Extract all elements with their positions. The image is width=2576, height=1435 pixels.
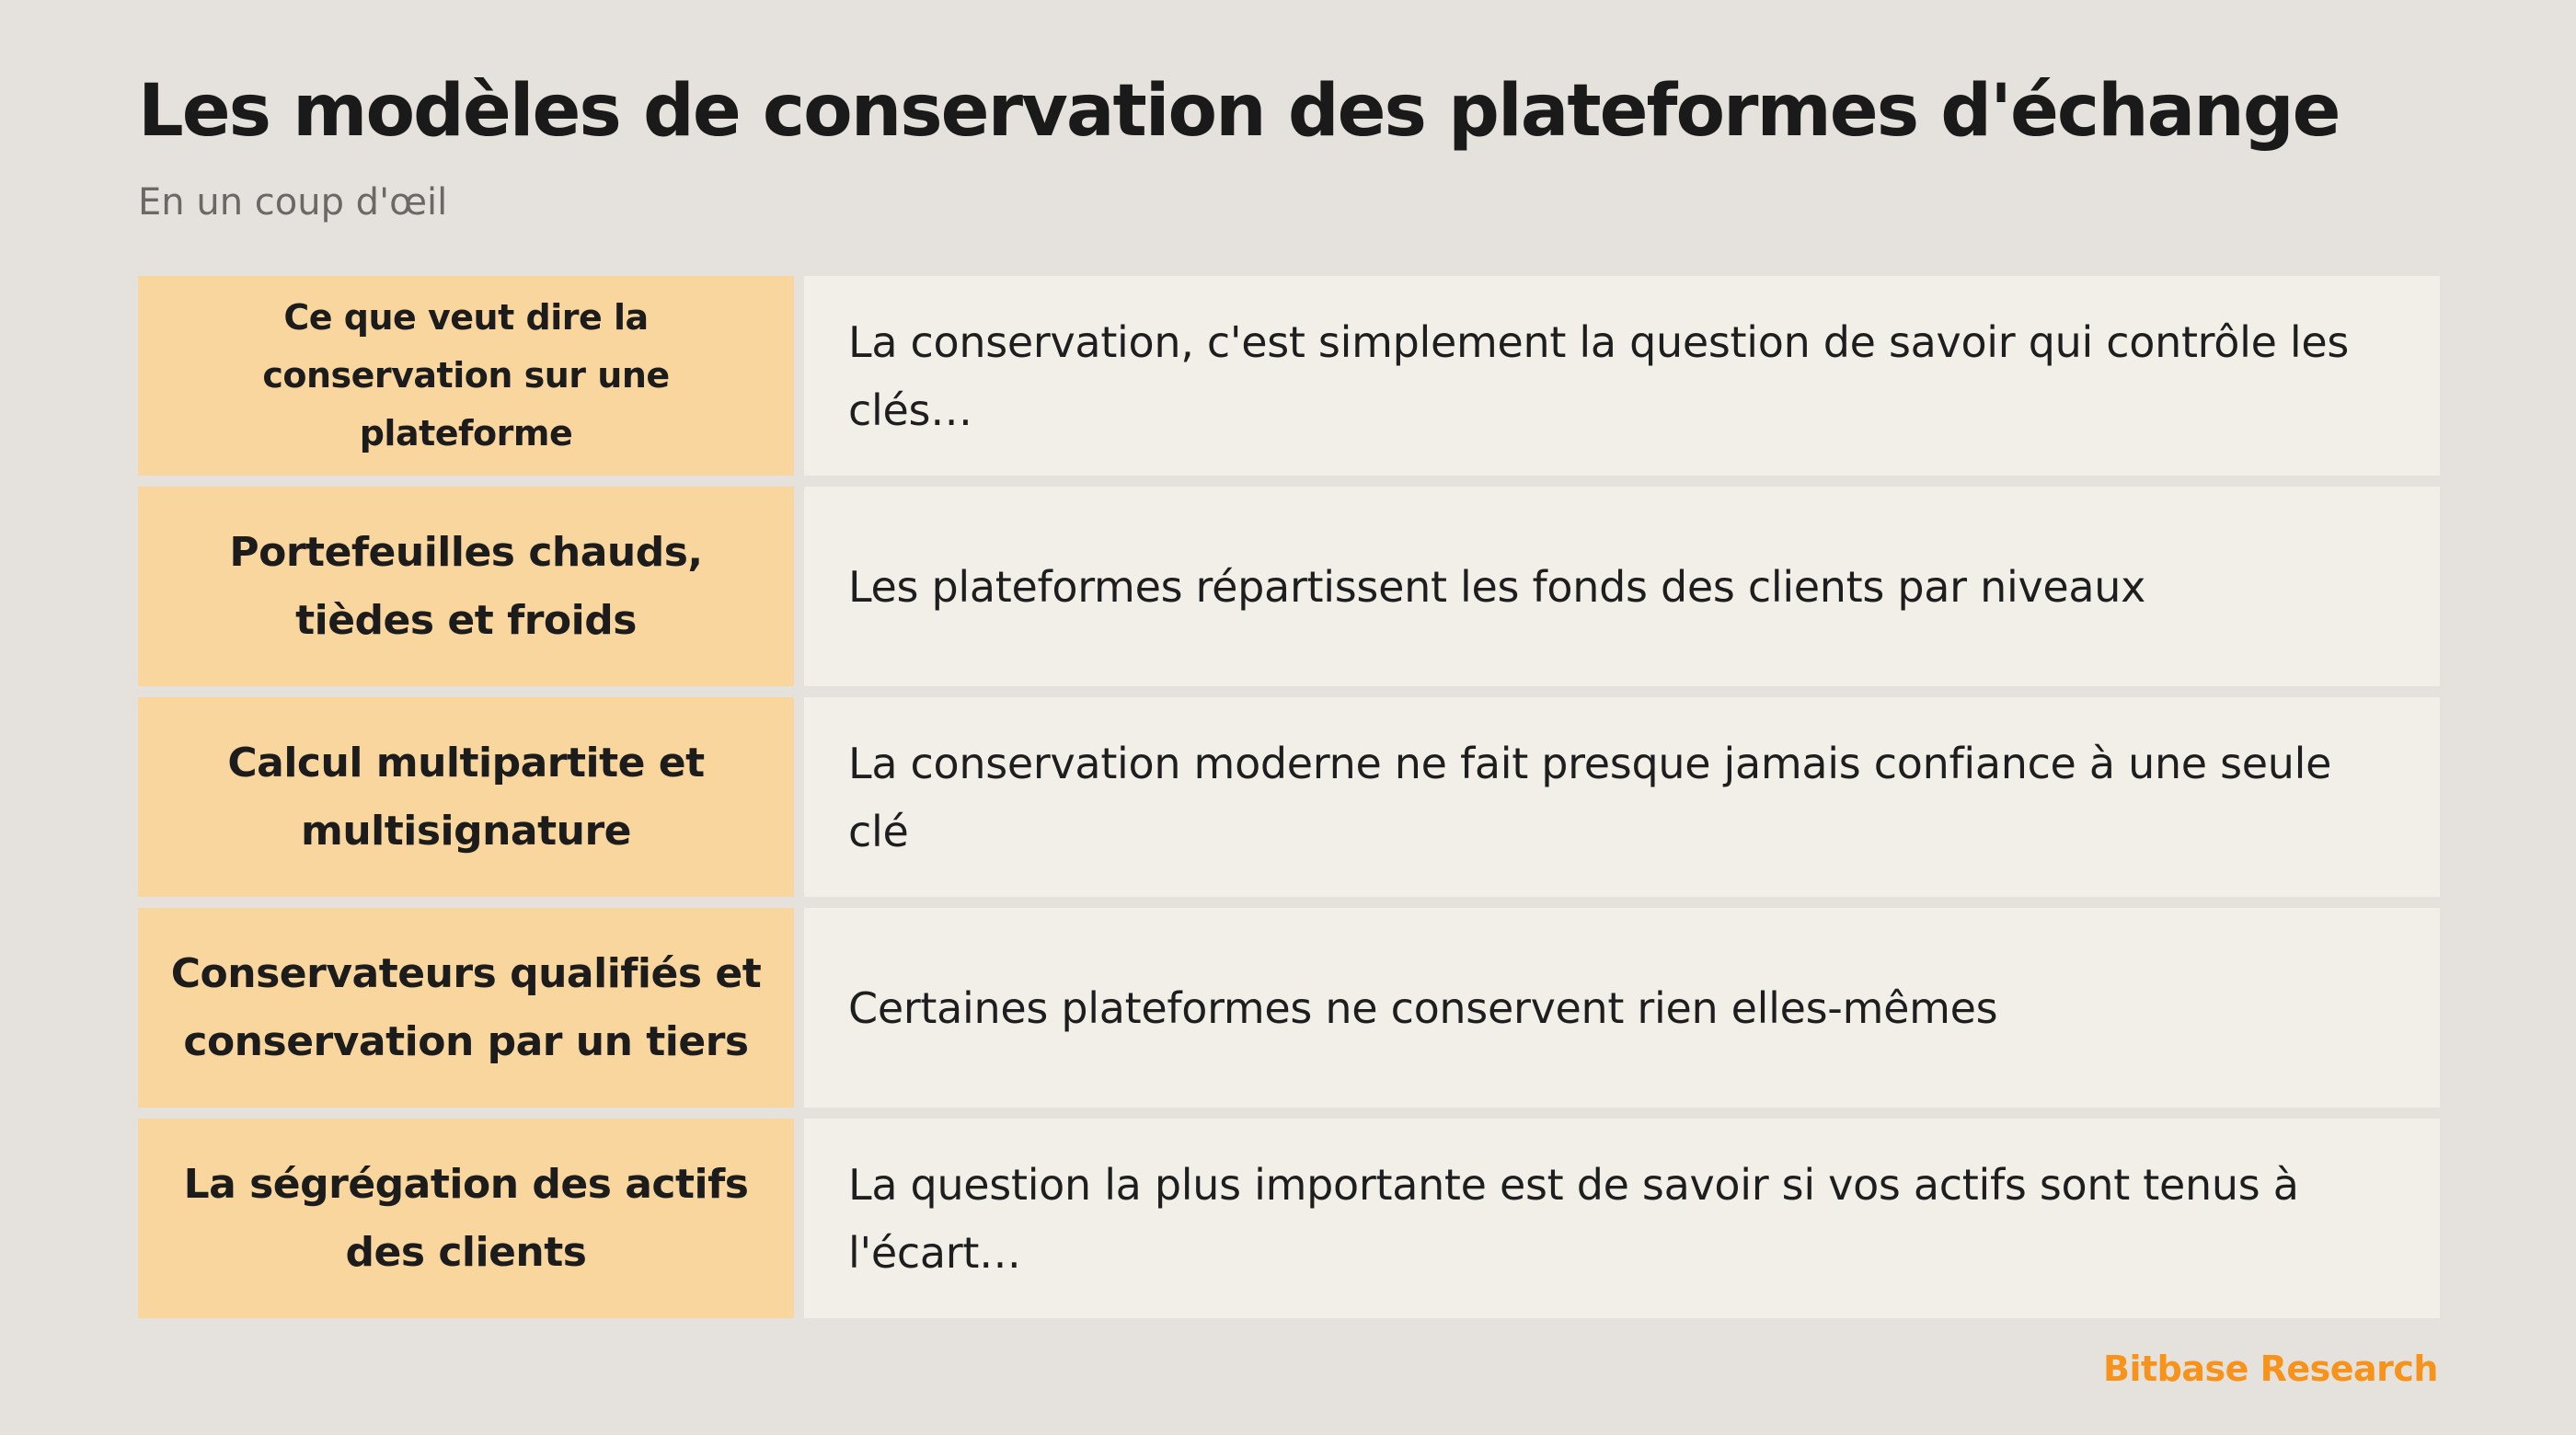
row-label: Portefeuilles chauds, tièdes et froids xyxy=(229,528,703,644)
page-title: Les modèles de conservation des plateformes d'échange xyxy=(138,70,2340,153)
page-subtitle: En un coup d'œil xyxy=(138,181,448,224)
table-row xyxy=(138,1119,2440,1318)
row-description: La question la plus importante est de savoir si vos actifs sont tenus à l'écart… xyxy=(848,1159,2299,1278)
row-label-cell xyxy=(138,697,794,897)
row-label: Ce que veut dire la conservation sur une plateforme xyxy=(262,297,670,453)
row-label-cell xyxy=(138,487,794,686)
row-description: La conservation moderne ne fait presque jamais confiance à une seule clé xyxy=(848,738,2332,856)
row-label-cell xyxy=(138,276,794,476)
row-label-cell xyxy=(138,1119,794,1318)
table-row xyxy=(138,276,2440,476)
row-label: La ségrégation des actifs des clients xyxy=(183,1160,749,1276)
row-description-cell xyxy=(804,908,2440,1108)
row-description-cell xyxy=(804,276,2440,476)
row-description: Les plateformes répartissent les fonds des clients par niveaux xyxy=(848,561,2146,612)
table-row xyxy=(138,487,2440,686)
table-row xyxy=(138,697,2440,897)
row-description-cell xyxy=(804,1119,2440,1318)
brand-logo-text: Bitbase Research xyxy=(2102,1349,2438,1389)
row-description-cell xyxy=(804,697,2440,897)
table-row xyxy=(138,908,2440,1108)
row-description: Certaines plateformes ne conservent rien elles-mêmes xyxy=(848,982,1998,1033)
row-label-cell xyxy=(138,908,794,1108)
row-description: La conservation, c'est simplement la question de savoir qui contrôle les clés… xyxy=(848,316,2350,435)
row-label: Conservateurs qualifiés et conservation par un tiers xyxy=(170,949,762,1065)
row-description-cell xyxy=(804,487,2440,686)
custody-table xyxy=(138,276,2440,1318)
row-label: Calcul multipartite et multisignature xyxy=(227,739,705,855)
